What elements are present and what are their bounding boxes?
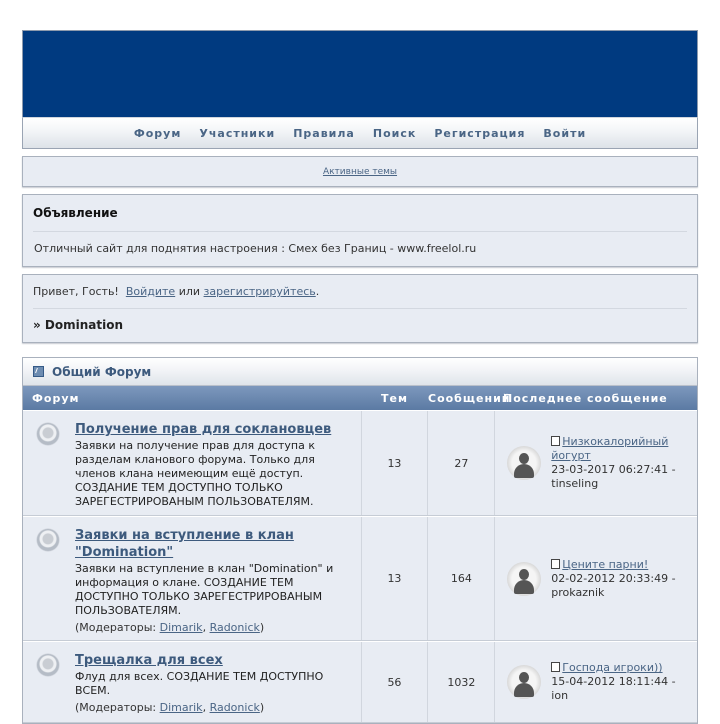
post-icon [551,559,560,569]
announcement-panel [22,194,698,267]
greeting-line [33,285,687,298]
last-post-link[interactable]: Цените парни! [562,557,649,571]
forum-row [23,410,697,516]
divider [33,308,687,309]
nav-members[interactable]: Участники [199,126,276,140]
active-topics-link[interactable]: Активные темы [322,166,398,177]
nav-register[interactable]: Регистрация [434,126,526,140]
forum-cell [23,411,362,515]
category-title[interactable]: Общий Форум [52,364,152,379]
user-avatar-icon [507,562,541,596]
nav-rules[interactable]: Правила [293,126,355,140]
nav-login[interactable]: Войти [543,126,587,140]
forum-description: Флуд для всех. СОЗДАНИЕ ТЕМ ДОСТУПНО ВСЕМ. [75,670,324,697]
last-post-date: 15-04-2012 18:11:44 - [551,675,676,688]
forum-status-icon [37,423,59,445]
topics-count: 56 [362,642,429,722]
last-post-user: tinseling [551,477,599,490]
forum-info [75,421,353,507]
topics-count: 13 [362,517,429,640]
column-posts: Сообщений [428,391,511,405]
forum-moderators: (Модераторы: Dimarik, Radonick) [75,621,265,634]
forum-row [23,641,697,723]
forum-info [75,527,353,632]
posts-count: 164 [428,517,495,640]
moderator-link[interactable]: Radonick [209,621,260,634]
last-post-link[interactable]: Господа игроки)) [562,661,663,674]
column-last-post: Последнее сообщение [503,391,668,405]
forum-moderators: (Модераторы: Dimarik, Radonick) [75,701,265,714]
site-banner [22,30,698,117]
last-post-date: 02-02-2012 20:33:49 - [551,571,676,585]
posts-count: 1032 [428,642,495,722]
user-avatar-icon [507,665,541,699]
forum-cell [23,642,362,722]
last-post-user: ion [551,689,569,702]
category-header [23,358,697,386]
forum-title-link[interactable]: Получение прав для соклановцев [75,422,332,437]
last-post-cell [495,411,697,515]
post-icon [551,662,560,672]
moderator-link[interactable]: Dimarik [159,621,203,634]
moderators-close: ) [259,621,265,634]
user-avatar-icon [507,446,541,480]
forum-title-link[interactable]: Заявки на вступление в клан "Domination" [75,528,294,560]
moderator-link[interactable]: Dimarik [159,701,203,714]
login-link[interactable]: Войдите [125,285,176,298]
announcement-text: Отличный сайт для поднятия настроения : Смех без Границ - www.freelol.ru [34,242,477,255]
announcement-title: Объявление [33,206,118,220]
forum-info [75,652,353,714]
active-topics-panel [22,156,698,187]
register-link[interactable]: зарегистрируйтесь [203,285,316,298]
last-post-info [551,661,675,703]
collapse-icon[interactable] [33,366,44,377]
breadcrumb: » Domination [33,318,124,332]
last-post-user: prokaznik [551,585,605,599]
last-post-date: 23-03-2017 06:27:41 - [551,463,676,476]
forum-status-icon [37,529,59,551]
forum-description: Заявки на вступление в клан "Domination" и информация о клане. СОЗДАНИЕ ТЕМ ДОСТУПНО ТОЛЬКО ЗАРЕГЕСТРИРОВАНЫМ ПОЛЬЗОВАТЕЛЯМ. [75,562,334,617]
period-text: . [315,285,320,298]
topics-count: 13 [362,411,429,515]
column-topics: Тем [381,391,408,405]
main-navigation [22,117,698,149]
column-forum: Форум [32,391,80,405]
last-post-info [551,435,697,491]
forum-description: Заявки на получение прав для доступа к разделам кланового форума. Только для членов клана неимеющим ещё доступ. СОЗДАНИЕ ТЕМ ДОСТУПНО ТОЛЬКО ЗАРЕГЕСТРИРОВАНЫМ ПОЛЬЗОВАТЕЛЯМ. [75,439,315,508]
forum-status-icon [37,654,59,676]
forum-cell [23,517,362,640]
column-header-row [23,386,697,410]
page-wrapper [22,30,698,724]
nav-search[interactable]: Поиск [372,126,417,140]
divider [33,231,687,232]
moderators-close: ) [259,701,265,714]
moderators-label: (Модераторы: [75,701,157,714]
welcome-panel [22,274,698,343]
post-icon [551,436,560,446]
nav-forum[interactable]: Форум [133,126,182,140]
moderators-label: (Модераторы: [75,621,157,634]
last-post-link[interactable]: Низкокалорийный йогурт [551,435,669,462]
moderator-link[interactable]: Radonick [209,701,260,714]
last-post-info [551,558,675,600]
or-text: или [178,285,201,298]
posts-count: 27 [428,411,495,515]
last-post-cell [495,642,697,722]
forum-row [23,516,697,641]
last-post-cell [495,517,697,640]
forum-title-link[interactable]: Трещалка для всех [75,653,223,668]
greeting-text: Привет, Гость! [33,285,119,298]
forum-category [22,357,698,724]
